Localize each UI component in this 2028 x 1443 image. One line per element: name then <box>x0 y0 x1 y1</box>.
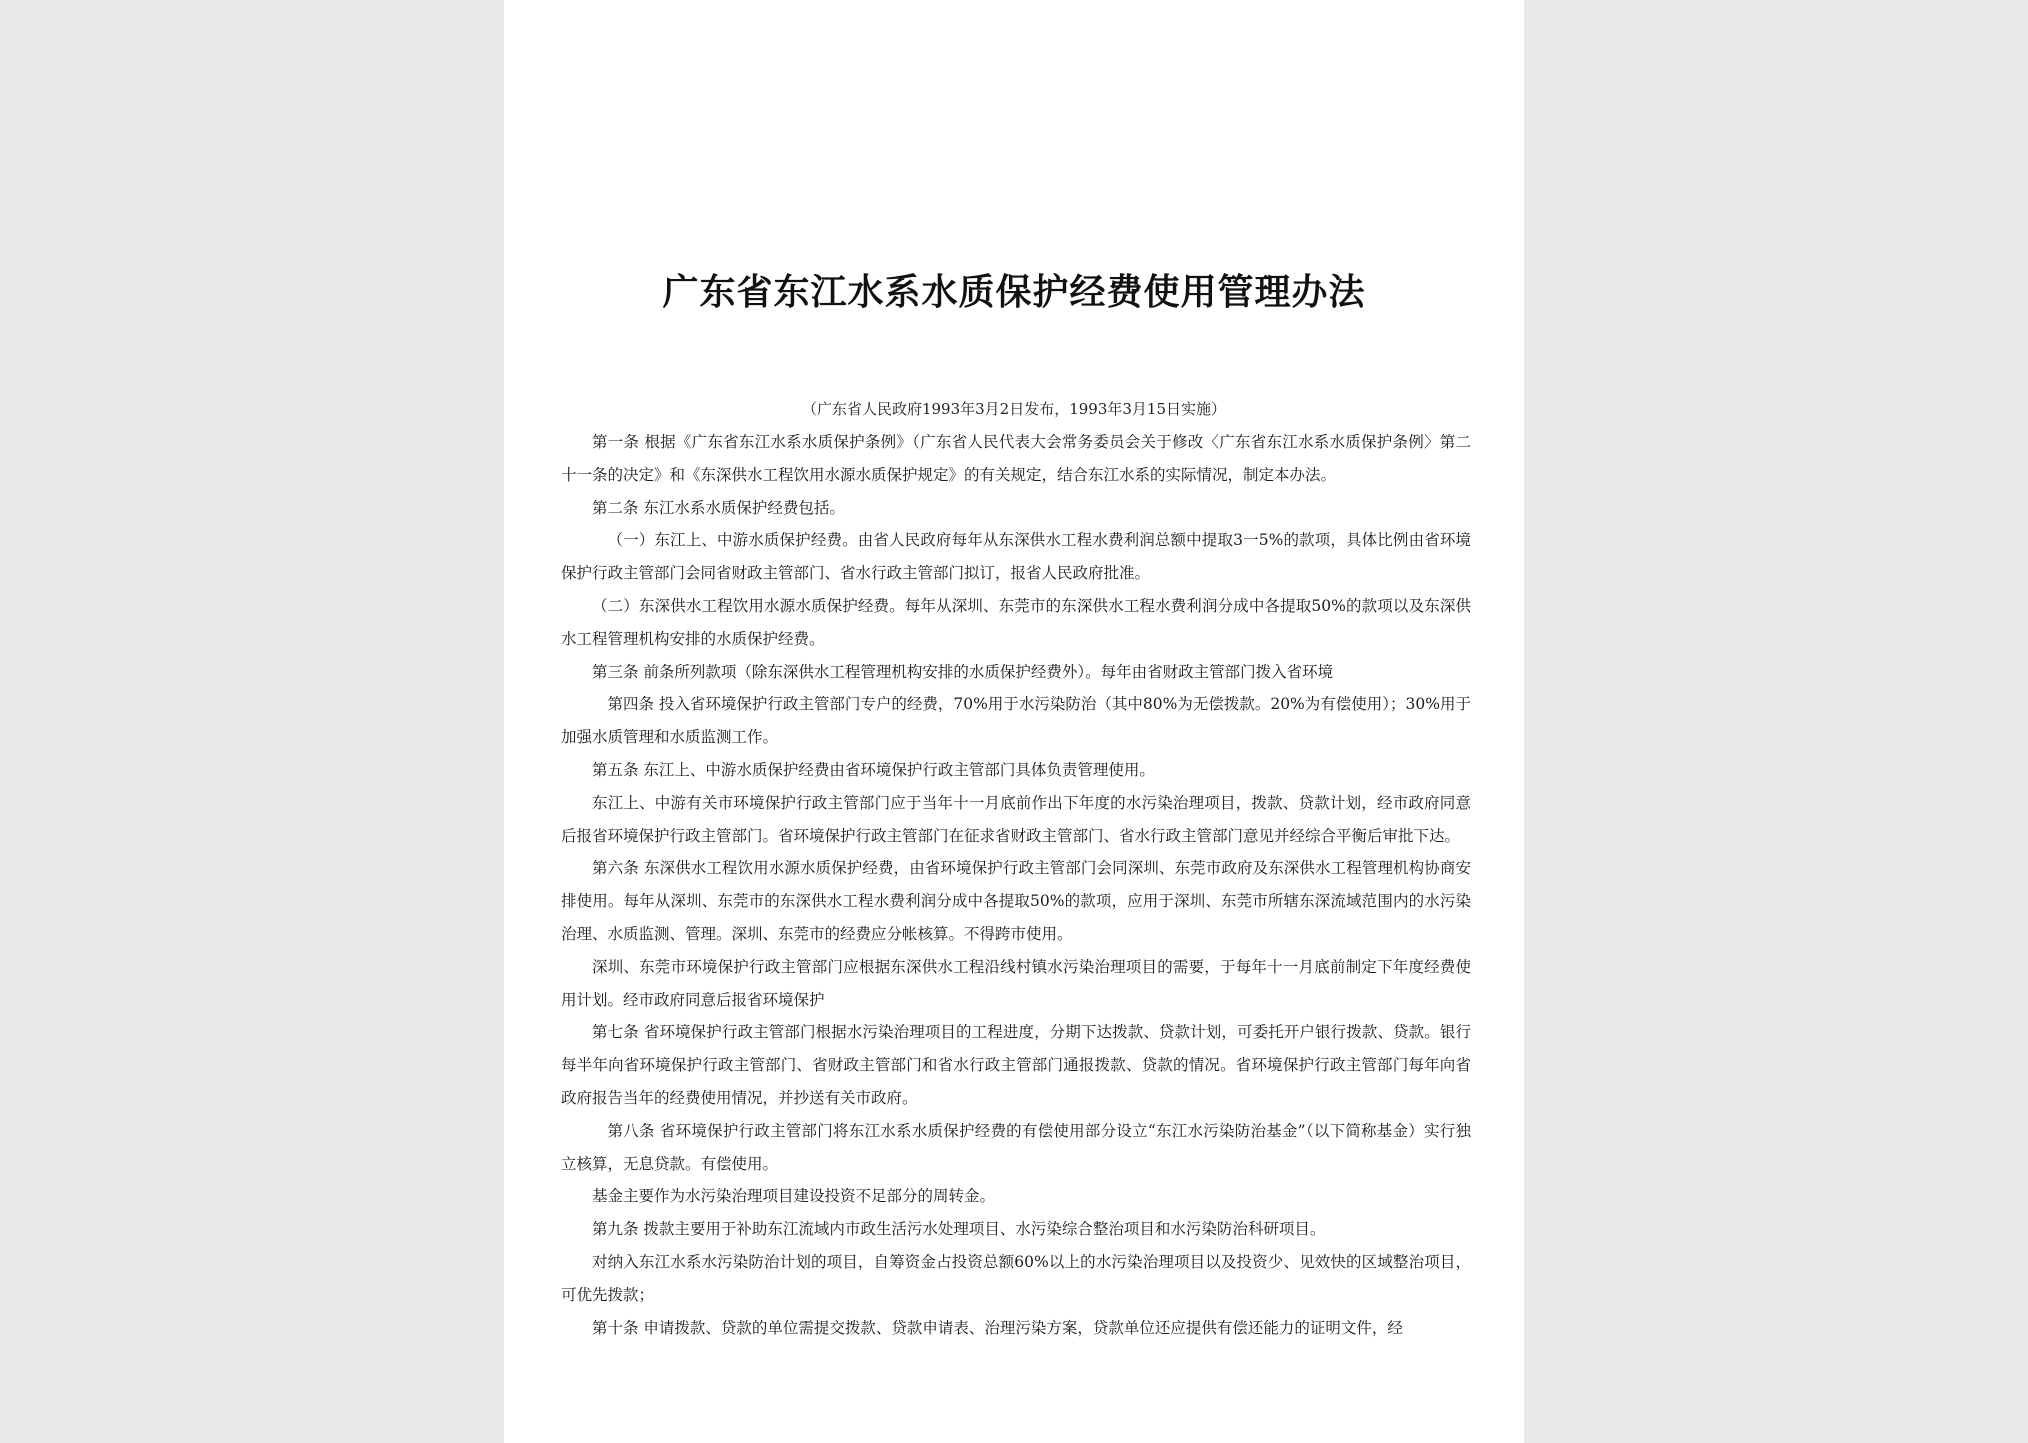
paragraph: 第十条 申请拨款、贷款的单位需提交拨款、贷款申请表、治理污染方案，贷款单位还应提供有偿还能力的证明文件，经 <box>592 1318 1403 1337</box>
document-title: 广东省东江水系水质保护经费使用管理办法 <box>662 271 1366 313</box>
paragraph: 第八条 省环境保护行政主管部门将东江水系水质保护经费的有偿使用部分设立“东江水污染防治基金”（以下简称基金）实行独立核算，无息贷款。有偿使用。 <box>561 1121 1471 1173</box>
paragraph: 深圳、东莞市环境保护行政主管部门应根据东深供水工程沿线村镇水污染治理项目的需要，于每年十一月底前制定下年度经费使用计划。经市政府同意后报省环境保护 <box>561 957 1471 1009</box>
paragraph: 第五条 东江上、中游水质保护经费由省环境保护行政主管部门具体负责管理使用。 <box>592 760 1155 779</box>
paragraph: 第九条 拨款主要用于补助东江流域内市政生活污水处理项目、水污染综合整治项目和水污染防治科研项目。 <box>592 1220 1326 1239</box>
paragraph: 第四条 投入省环境保护行政主管部门专户的经费，70%用于水污染防治（其中80%为无偿拨款。20%为有偿使用）；30%用于加强水质管理和水质监测工作。 <box>561 695 1471 747</box>
paragraph: 第六条 东深供水工程饮用水源水质保护经费，由省环境保护行政主管部门会同深圳、东莞市政府及东深供水工程管理机构协商安排使用。每年从深圳、东莞市的东深供水工程水费利润分成中各提取50%的款项，应用于深圳、东莞市所辖东深流域范围内的水污染治理、水质监测、管理。深圳、东莞市的经费应分帐核算。不得跨市使用。 <box>561 859 1471 943</box>
paragraph: 东江上、中游有关市环境保护行政主管部门应于当年十一月底前作出下年度的水污染治理项目，拨款、贷款计划，经市政府同意后报省环境保护行政主管部门。省环境保护行政主管部门在征求省财政主管部门、省水行政主管部门意见并经综合平衡后审批下达。 <box>561 793 1471 845</box>
paragraph: 第一条 根据《广东省东江水系水质保护条例》（广东省人民代表大会常务委员会关于修改〈广东省东江水系水质保护条例〉第二十一条的决定》和《东深供水工程饮用水源水质保护规定》的有关规定，结合东江水系的实际情况，制定本办法。 <box>561 433 1471 484</box>
paragraph: （一）东江上、中游水质保护经费。由省人民政府每年从东深供水工程水费利润总额中提取3一5%的款项，具体比例由省环境保护行政主管部门会同省财政主管部门、省水行政主管部门拟订，报省人民政府批准。 <box>561 531 1471 583</box>
paragraph: 第三条 前条所列款项（除东深供水工程管理机构安排的水质保护经费外）。每年由省财政主管部门拨入省环境 <box>592 662 1334 681</box>
paragraph: 第二条 东江水系水质保护经费包括。 <box>592 498 845 517</box>
paragraph: 第七条 省环境保护行政主管部门根据水污染治理项目的工程进度，分期下达拨款、贷款计划，可委托开户银行拨款、贷款。银行每半年向省环境保护行政主管部门、省财政主管部门和省水行政主管部门通报拨款、贷款的情况。省环境保护行政主管部门每年向省政府报告当年的经费使用情况，并抄送有关市政府。 <box>561 1023 1471 1107</box>
document-body <box>561 426 1471 1344</box>
document-page <box>504 0 1524 1443</box>
paragraph: 基金主要作为水污染治理项目建设投资不足部分的周转金。 <box>592 1187 996 1206</box>
paragraph: （二）东深供水工程饮用水源水质保护经费。每年从深圳、东莞市的东深供水工程水费利润分成中各提取50%的款项以及东深供水工程管理机构安排的水质保护经费。 <box>561 596 1471 648</box>
document-subtitle: （广东省人民政府1993年3月2日发布，1993年3月15日实施） <box>801 400 1227 418</box>
paragraph: 对纳入东江水系水污染防治计划的项目，自筹资金占投资总额60%以上的水污染治理项目以及投资少、见效快的区域整治项目，可优先拨款； <box>561 1252 1471 1304</box>
